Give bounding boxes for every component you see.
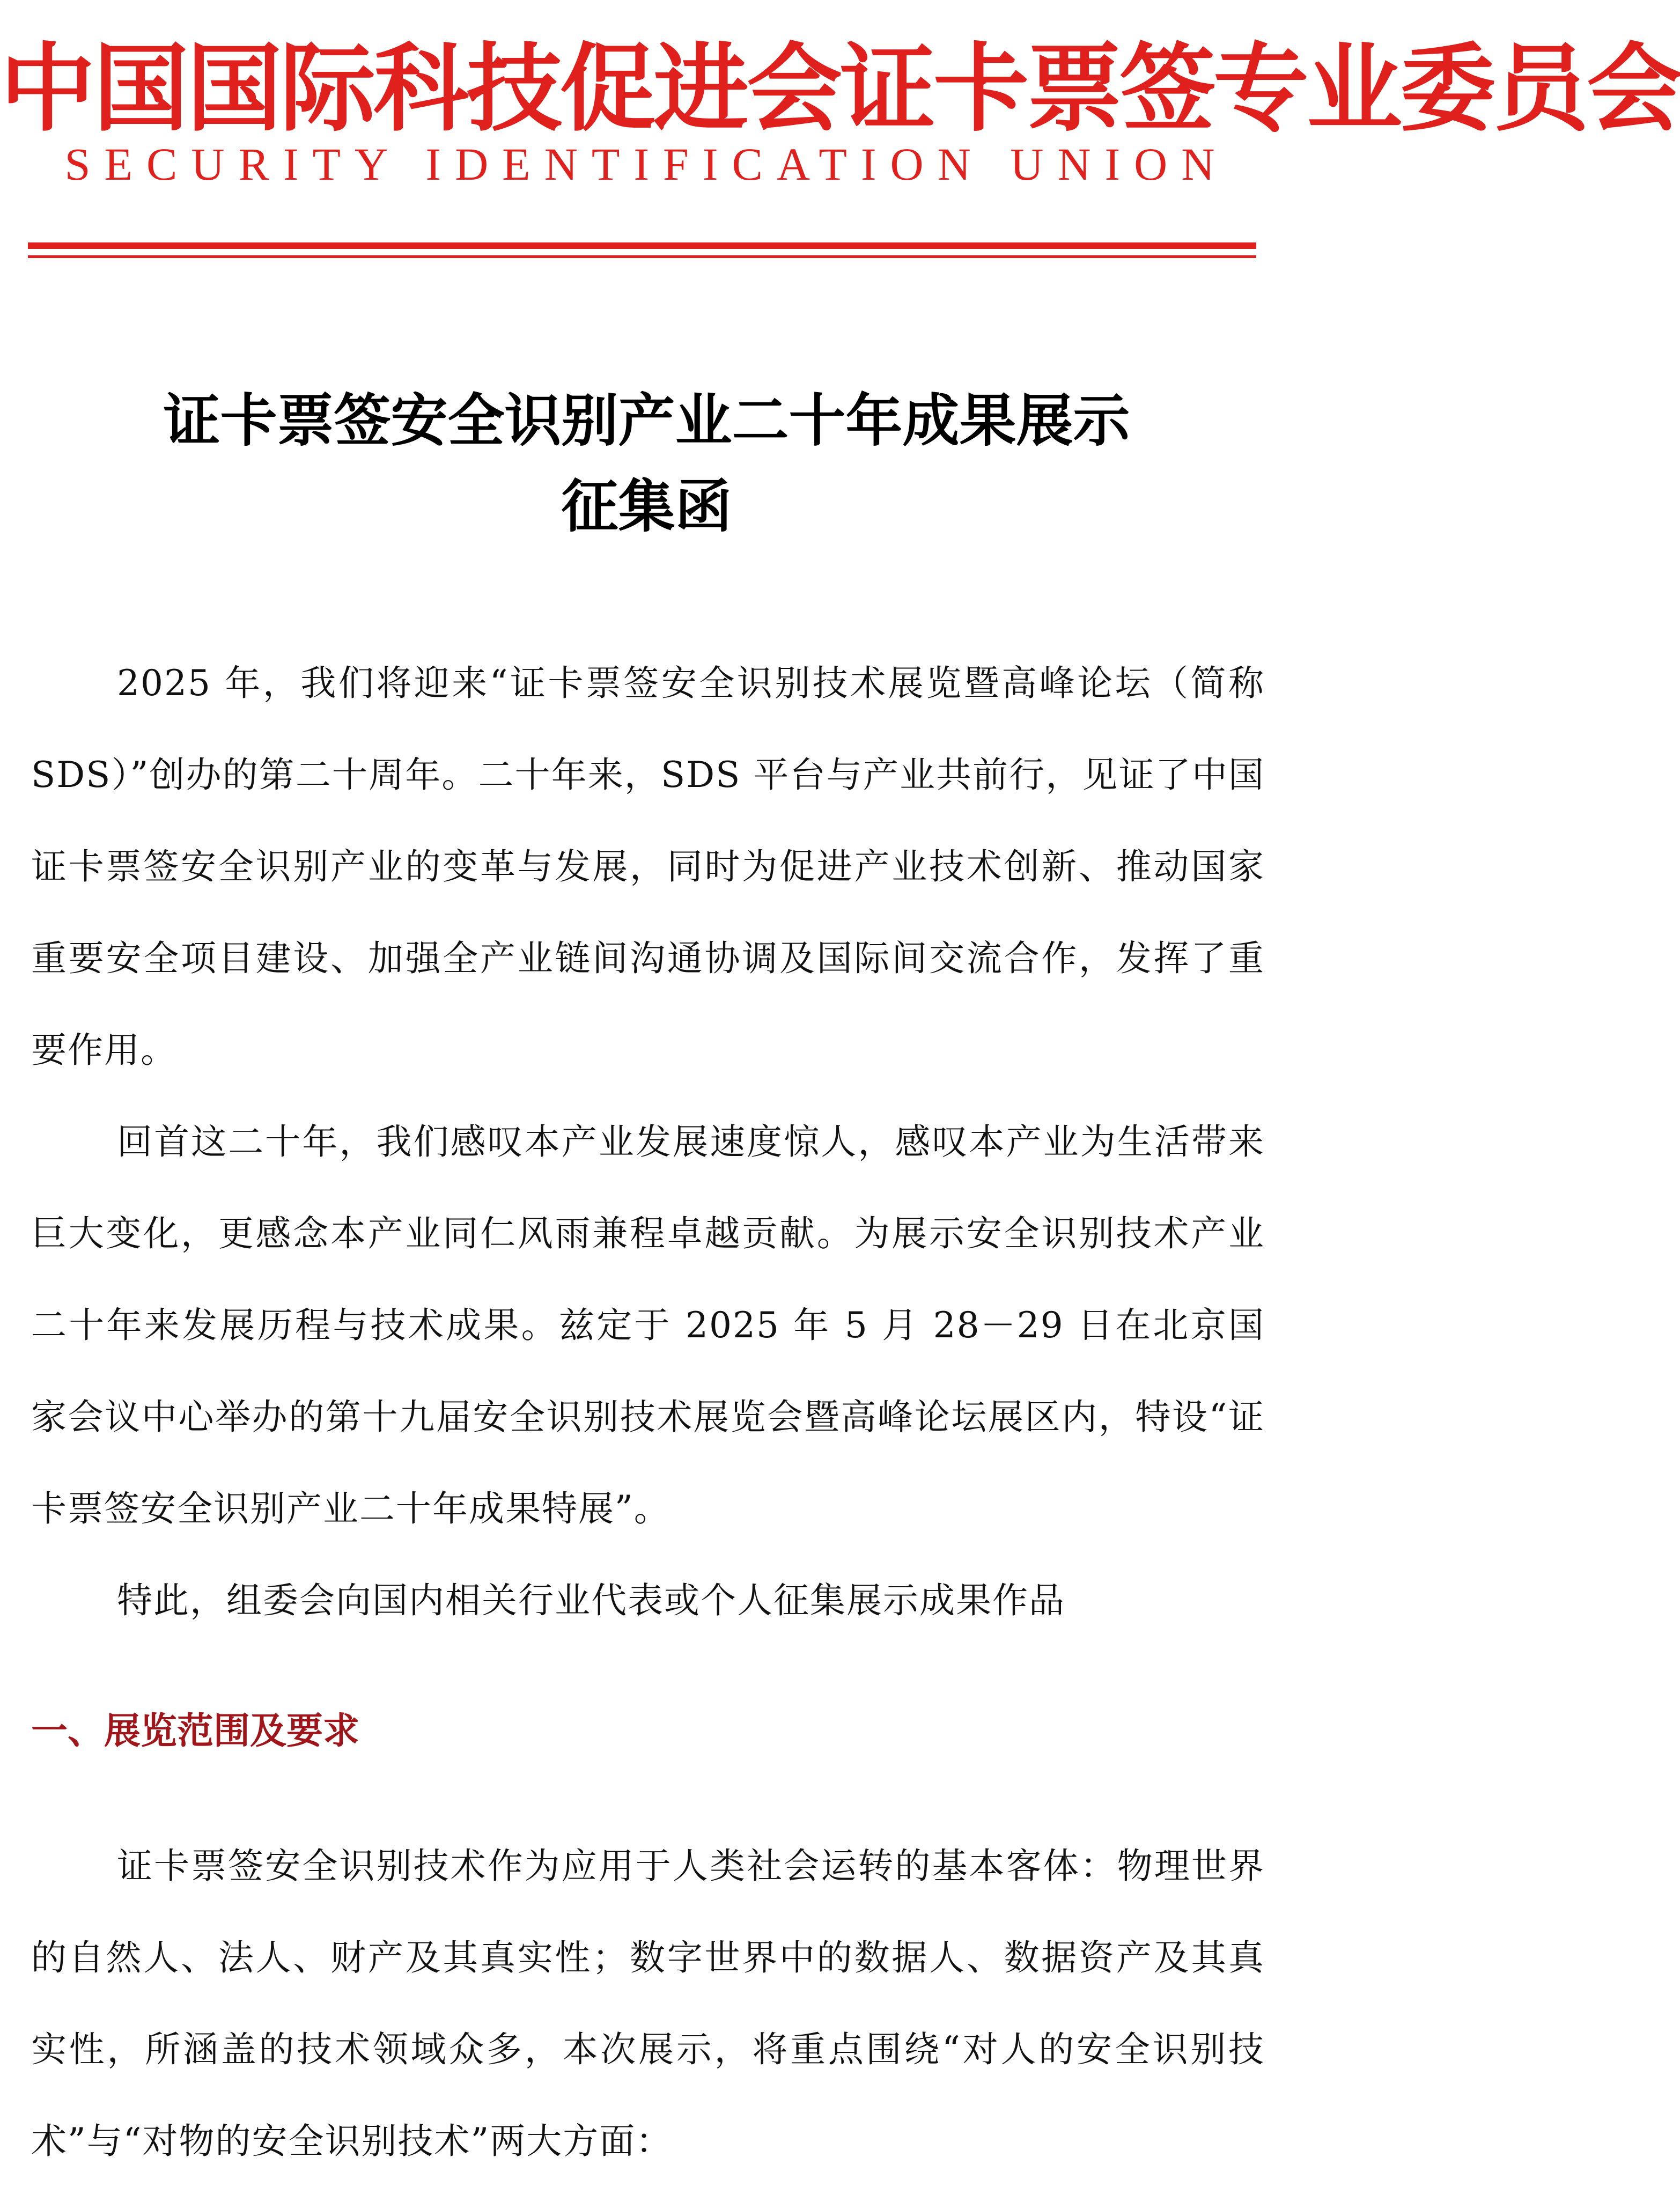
paragraph-review: 回首这二十年，我们感叹本产业发展速度惊人，感叹本产业为生活带来巨大变化，更感念本产业同仁风雨兼程卓越贡献。为展示安全识别技术产业二十年来发展历程与技术成果。兹定于 2025 年 5 月 28－29 日在北京国家会议中心举办的第十九届安全识别技术展览会暨高峰论坛展区内，特设“证卡票签安全识别产业二十年成果特展”。 — [31, 1121, 1265, 1529]
letterhead-divider-thin — [28, 255, 1256, 258]
paragraph-scope: 证卡票签安全识别技术作为应用于人类社会运转的基本客体：物理世界的自然人、法人、财产及其真实性；数字世界中的数据人、数据资产及其真实性，所涵盖的技术领域众多，本次展示，将重点围绕“对人的安全识别技术”与“对物的安全识别技术”两大方面： — [31, 1845, 1265, 2162]
letterhead — [0, 0, 1680, 257]
organization-name: 中国国际科技促进会证卡票签专业委员会 — [0, 32, 1680, 144]
paragraph-call: 特此，组委会向国内相关行业代表或个人征集展示成果作品 — [117, 1580, 1065, 1621]
document-title-line-1: 证卡票签安全识别产业二十年成果展示 — [163, 388, 1130, 454]
document-body — [31, 637, 1265, 2187]
document-title-line-2: 征集函 — [561, 474, 732, 540]
organization-english-name: SECURITY IDENTIFICATION UNION — [64, 138, 1229, 190]
section-heading-scope: 一、展览范围及要求 — [31, 1710, 360, 1752]
paragraph-intro: 2025 年，我们将迎来“证卡票签安全识别技术展览暨高峰论坛（简称 SDS）”创办的第二十周年。二十年来，SDS 平台与产业共前行，见证了中国证卡票签安全识别产业的变革与发展，同时为促进产业技术创新、推动国家重要安全项目建设、加强全产业链间沟通协调及国际间交流合作，发挥了重要作用。 — [31, 662, 1265, 1071]
document-title — [0, 378, 1293, 550]
letterhead-divider-thick — [28, 242, 1256, 249]
